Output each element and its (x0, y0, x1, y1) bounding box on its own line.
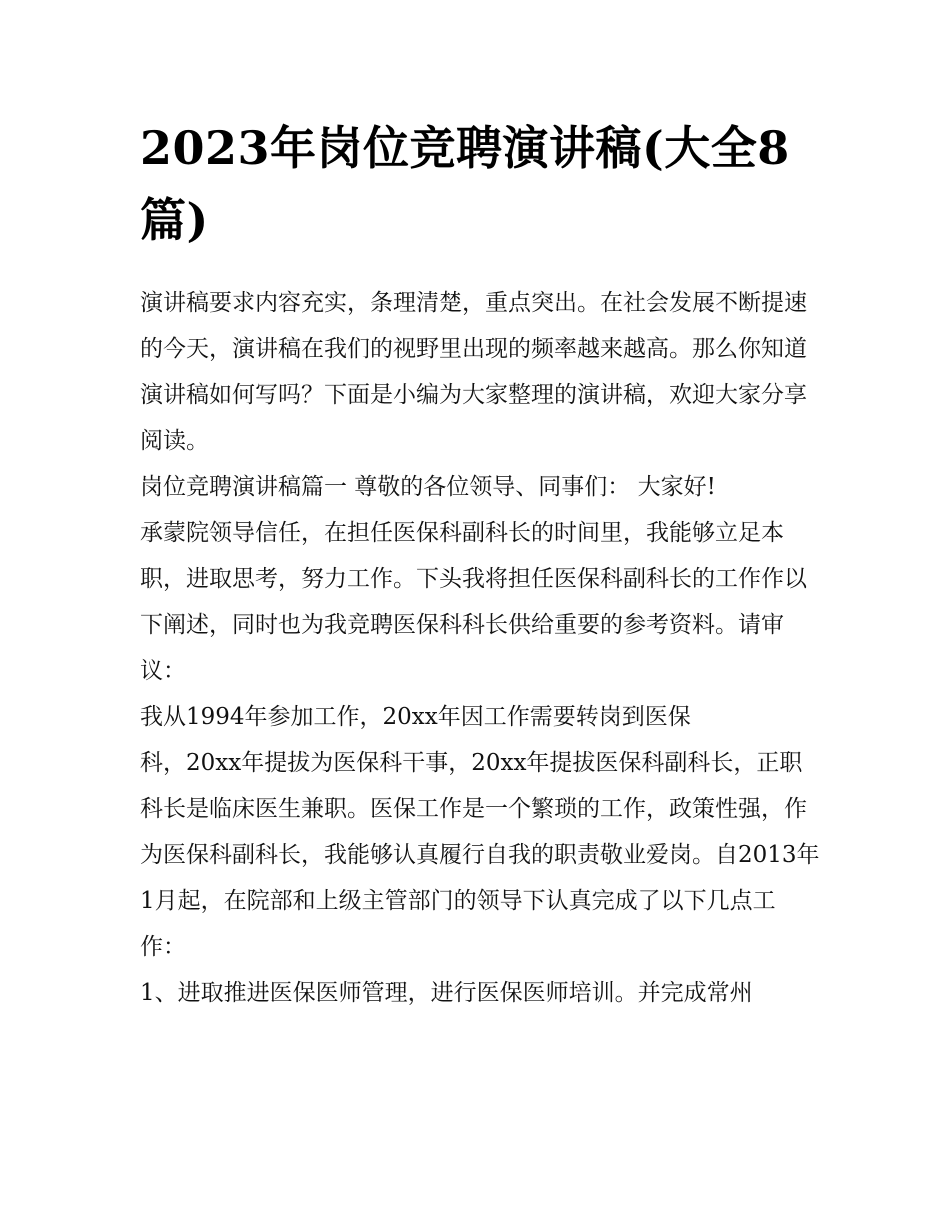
list-item-1: 1、进取推进医保医师管理，进行医保医师培训。并完成常州 (140, 980, 753, 1006)
document-title: 2023年岗位竞聘演讲稿(大全8篇) (140, 121, 790, 247)
paragraph-greeting: 岗位竞聘演讲稿篇一 尊敬的各位领导、同事们： 大家好! (140, 474, 716, 500)
paragraph-opening: 承蒙院领导信任，在担任医保科副科长的时间里，我能够立足本职，进取思考，努力工作。下头我将担任医保科副科长的工作作以下阐述，同时也为我竞聘医保科科长供给重要的参考资料。请审议： (140, 520, 807, 684)
paragraph-intro: 演讲稿要求内容充实，条理清楚，重点突出。在社会发展不断提速的今天，演讲稿在我们的视野里出现的频率越来越高。那么你知道演讲稿如何写吗？下面是小编为大家整理的演讲稿，欢迎大家分享阅读。 (140, 290, 807, 454)
paragraph-career-start: 我从1994年参加工作，20xx年因工作需要转岗到医保 (140, 704, 691, 730)
paragraph-career-detail: 科，20xx年提拔为医保科干事，20xx年提拔医保科副科长，正职科长是临床医生兼职。医保工作是一个繁琐的工作，政策性强，作为医保科副科长，我能够认真履行自我的职责敬业爱岗。自2013年1月起，在院部和上级主管部门的领导下认真完成了以下几点工作： (140, 750, 820, 960)
document-body (140, 280, 820, 1016)
